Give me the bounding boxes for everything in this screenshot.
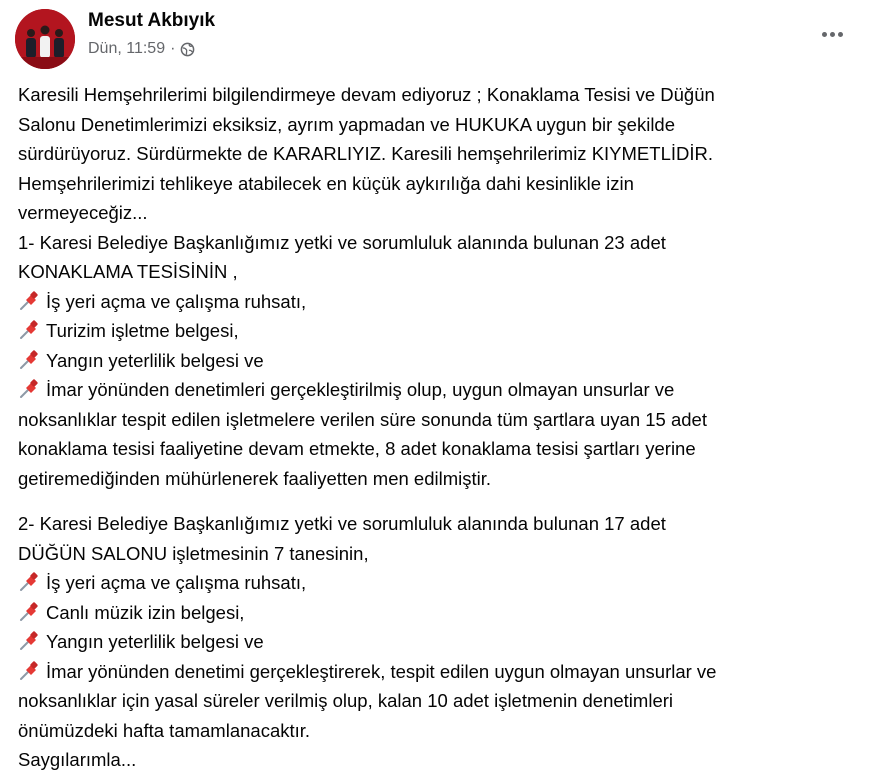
closing-line: Saygılarımla... xyxy=(18,749,137,770)
section2-bullet xyxy=(18,568,858,598)
globe-icon[interactable] xyxy=(180,42,195,57)
more-options-icon xyxy=(830,32,835,37)
more-options-icon xyxy=(822,32,827,37)
pushpin-icon xyxy=(18,572,40,592)
pushpin-icon xyxy=(18,379,40,399)
section2-continuation: önümüzdeki hafta tamamlanacaktır. xyxy=(18,719,311,741)
bullet-text: İş yeri açma ve çalışma ruhsatı, xyxy=(46,290,307,312)
section2-bullet xyxy=(18,598,858,628)
section1-heading: 1- Karesi Belediye Başkanlığımız yetki ve sorumluluk alanında bulunan 23 adet xyxy=(18,231,666,253)
bullet-text: İmar yönünden denetimleri gerçekleştirilmiş olup, uygun olmayan unsurlar ve xyxy=(46,379,675,400)
more-options-button[interactable] xyxy=(814,20,850,48)
pushpin-icon xyxy=(18,602,40,622)
section1-bullet xyxy=(18,316,858,346)
section2-heading: 2- Karesi Belediye Başkanlığımız yetki ve sorumluluk alanında bulunan 17 adet xyxy=(18,513,666,534)
section1-bullet xyxy=(18,287,858,317)
post-body xyxy=(18,80,858,775)
section2-heading: DÜĞÜN SALONU işletmesinin 7 tanesinin, xyxy=(18,542,369,564)
post-timestamp[interactable]: Dün, 11:59 xyxy=(88,40,166,57)
section1-bullet xyxy=(18,375,858,405)
pushpin-icon xyxy=(18,350,40,370)
section1-continuation: getiremediğinden mühürlenerek faaliyetten men edilmiştir. xyxy=(18,467,492,489)
section2-bullet xyxy=(18,657,858,687)
bullet-text: İş yeri açma ve çalışma ruhsatı, xyxy=(46,572,307,593)
post-meta xyxy=(88,40,195,58)
bullet-text: Turizim işletme belgesi, xyxy=(46,320,239,341)
bullet-text: Yangın yeterlilik belgesi ve xyxy=(46,631,264,652)
section2-bullet xyxy=(18,627,858,657)
section1-continuation: noksanlıklar tespit edilen işletmelere verilen süre sonunda tüm şartlara uyan 15 adet xyxy=(18,408,707,430)
bullet-text: İmar yönünden denetimi gerçekleştirerek, tespit edilen uygun olmayan unsurlar ve xyxy=(46,660,717,682)
avatar-photo-icon xyxy=(15,9,75,69)
paragraph-gap xyxy=(18,493,858,509)
bullet-text: Yangın yeterlilik belgesi ve xyxy=(46,349,264,371)
author-avatar[interactable] xyxy=(15,9,75,69)
intro-line: Salonu Denetimlerimizi eksiksiz, ayrım yapmadan ve HUKUKA uygun bir şekilde xyxy=(18,113,676,135)
intro-line: Hemşehrilerimizi tehlikeye atabilecek en küçük aykırılığa dahi kesinlikle izin xyxy=(18,172,634,194)
meta-separator: · xyxy=(170,40,176,57)
section2-continuation: noksanlıklar için yasal süreler verilmiş olup, kalan 10 adet işletmenin denetimleri xyxy=(18,690,673,711)
more-options-icon xyxy=(838,32,843,37)
pushpin-icon xyxy=(18,661,40,681)
section1-bullet xyxy=(18,346,858,376)
intro-line: sürdürüyoruz. Sürdürmekte de KARARLIYIZ. Karesili hemşehrilerimiz KIYMETLİDİR. xyxy=(18,143,713,164)
author-name[interactable]: Mesut Akbıyık xyxy=(88,10,216,31)
section1-continuation: konaklama tesisi faaliyetine devam etmekte, 8 adet konaklama tesisi şartları yerine xyxy=(18,438,696,459)
bullet-text: Canlı müzik izin belgesi, xyxy=(46,601,245,623)
pushpin-icon xyxy=(18,320,40,340)
section1-heading: KONAKLAMA TESİSİNİN , xyxy=(18,261,238,282)
intro-line: Karesili Hemşehrilerimi bilgilendirmeye devam ediyoruz ; Konaklama Tesisi ve Düğün xyxy=(18,84,715,105)
intro-line: vermeyeceğiz... xyxy=(18,202,148,223)
pushpin-icon xyxy=(18,291,40,311)
pushpin-icon xyxy=(18,631,40,651)
